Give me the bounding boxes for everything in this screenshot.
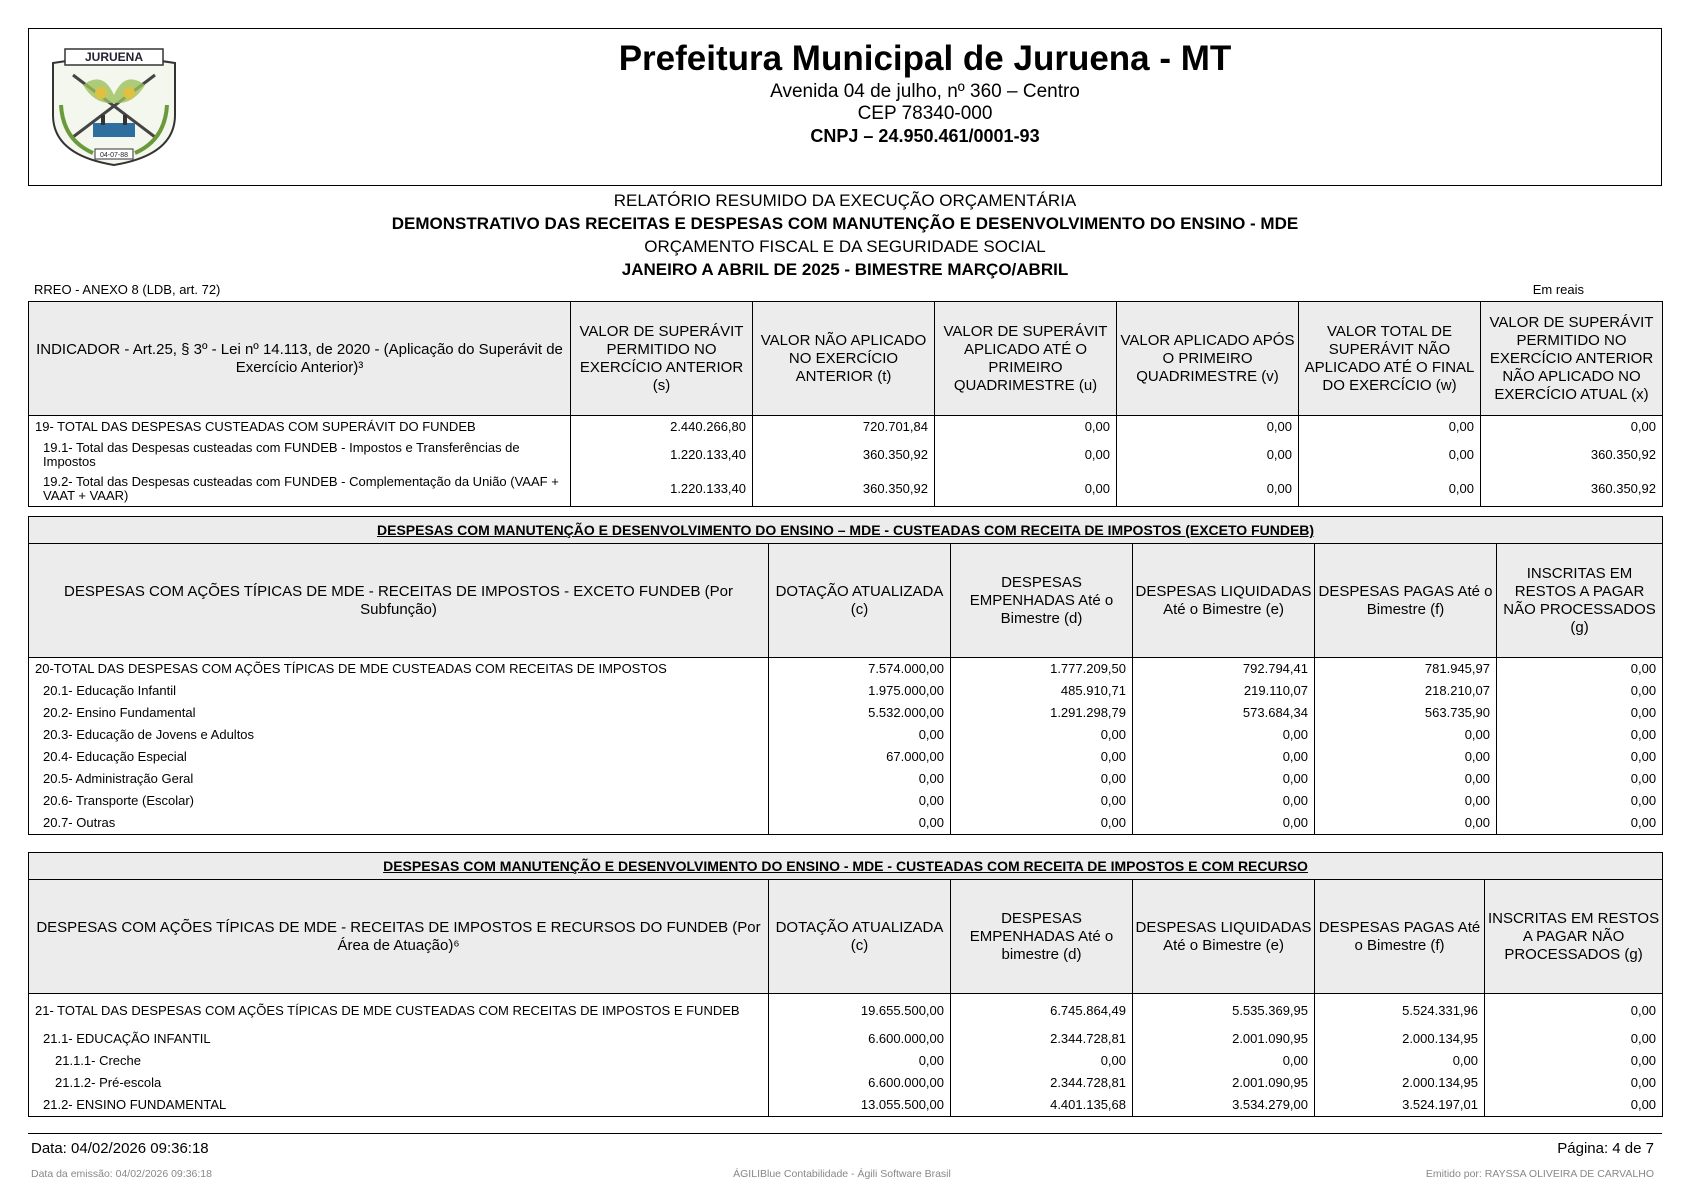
- col-header-pagas: DESPESAS PAGAS Até o Bimestre (f): [1315, 880, 1485, 994]
- col-header-indicator: INDICADOR - Art.25, § 3º - Lei nº 14.113, de 2020 - (Aplicação do Superávit de Exercício Anterior)³: [29, 302, 571, 416]
- table-row: 20.4- Educação Especial 67.000,00 0,00 0,00 0,00 0,00: [29, 746, 1663, 768]
- col-header-empenhadas: DESPESAS EMPENHADAS Até o bimestre (d): [951, 880, 1133, 994]
- table-mde-taxes-and-fundeb: [28, 852, 1663, 1117]
- table-row: 20.5- Administração Geral 0,00 0,00 0,00 0,00 0,00: [29, 768, 1663, 790]
- cep: CEP 78340-000: [857, 103, 993, 124]
- table-row: 20.1- Educação Infantil 1.975.000,00 485.910,71 219.110,07 218.210,07 0,00: [29, 680, 1663, 702]
- unit-label: Em reais: [1532, 282, 1584, 297]
- footer-date: Data: 04/02/2026 09:36:18: [31, 1140, 209, 1157]
- annex-label: RREO - ANEXO 8 (LDB, art. 72): [34, 282, 221, 297]
- software-credit: ÁGILIBlue Contabilidade - Ágili Software Brasil: [733, 1168, 951, 1180]
- report-title-3: ORÇAMENTO FISCAL E DA SEGURIDADE SOCIAL: [644, 237, 1046, 256]
- table-row: 19.1- Total das Despesas custeadas com FUNDEB - Impostos e Transferências de Impostos 1.220.133,40 360.350,92 0,00 0,00 0,00 360.350,92: [29, 438, 1663, 472]
- table-row: 20.7- Outras 0,00 0,00 0,00 0,00 0,00: [29, 812, 1663, 835]
- municipality-title: Prefeitura Municipal de Juruena - MT: [618, 39, 1232, 78]
- cnpj: CNPJ – 24.950.461/0001-93: [810, 126, 1040, 146]
- table-row: 21.1.2- Pré-escola 6.600.000,00 2.344.728,81 2.001.090,95 2.000.134,95 0,00: [29, 1072, 1663, 1094]
- col-header-description: DESPESAS COM AÇÕES TÍPICAS DE MDE - RECEITAS DE IMPOSTOS E RECURSOS DO FUNDEB (Por Área de Atuação)⁶: [29, 880, 769, 994]
- svg-text:JURUENA: JURUENA: [84, 50, 144, 64]
- table-row: 19.2- Total das Despesas custeadas com FUNDEB - Complementação da União (VAAF + VAAT + VAAR) 1.220.133,40 360.350,92 0,00 0,00 0,00 360.350,92: [29, 472, 1663, 506]
- header-box: [28, 28, 1662, 186]
- report-titles: [28, 189, 1662, 281]
- address: Avenida 04 de julho, nº 360 – Centro: [770, 81, 1080, 102]
- section-title: DESPESAS COM MANUTENÇÃO E DESENVOLVIMENTO DO ENSINO - MDE - CUSTEADAS COM RECEITA DE IMPOSTOS E COM RECURSO: [29, 853, 1663, 880]
- col-header-t: VALOR NÃO APLICADO NO EXERCÍCIO ANTERIOR (t): [753, 302, 935, 416]
- table-row: 20-TOTAL DAS DESPESAS COM AÇÕES TÍPICAS DE MDE CUSTEADAS COM RECEITAS DE IMPOSTOS 7.574.000,00 1.777.209,50 792.794,41 781.945,97 0,00: [29, 658, 1663, 681]
- table-row: 19- TOTAL DAS DESPESAS CUSTEADAS COM SUPERÁVIT DO FUNDEB 2.440.266,80 720.701,84 0,00 0,00 0,00 0,00: [29, 416, 1663, 439]
- col-header-restos: INSCRITAS EM RESTOS A PAGAR NÃO PROCESSADOS (g): [1485, 880, 1663, 994]
- table-mde-taxes-except-fundeb: [28, 516, 1663, 835]
- report-title-1: RELATÓRIO RESUMIDO DA EXECUÇÃO ORÇAMENTÁRIA: [613, 191, 1077, 210]
- page-number: Página: 4 de 7: [1557, 1140, 1654, 1157]
- svg-text:04-07-88: 04-07-88: [99, 152, 129, 159]
- col-header-u: VALOR DE SUPERÁVIT APLICADO ATÉ O PRIMEIRO QUADRIMESTRE (u): [935, 302, 1117, 416]
- col-header-empenhadas: DESPESAS EMPENHADAS Até o Bimestre (d): [951, 544, 1133, 658]
- col-header-restos: INSCRITAS EM RESTOS A PAGAR NÃO PROCESSADOS (g): [1497, 544, 1663, 658]
- col-header-liquidadas: DESPESAS LIQUIDADAS Até o Bimestre (e): [1133, 544, 1315, 658]
- table-row: 20.2- Ensino Fundamental 5.532.000,00 1.291.298,79 573.684,34 563.735,90 0,00: [29, 702, 1663, 724]
- col-header-s: VALOR DE SUPERÁVIT PERMITIDO NO EXERCÍCIO ANTERIOR (s): [571, 302, 753, 416]
- emitted-by: Emitido por: RAYSSA OLIVEIRA DE CARVALHO: [1425, 1168, 1654, 1180]
- col-header-pagas: DESPESAS PAGAS Até o Bimestre (f): [1315, 544, 1497, 658]
- emission-date: Data da emissão: 04/02/2026 09:36:18: [31, 1168, 212, 1180]
- table-row: 21.1- EDUCAÇÃO INFANTIL 6.600.000,00 2.344.728,81 2.001.090,95 2.000.134,95 0,00: [29, 1028, 1663, 1050]
- table-row: 20.3- Educação de Jovens e Adultos 0,00 0,00 0,00 0,00 0,00: [29, 724, 1663, 746]
- col-header-x: VALOR DE SUPERÁVIT PERMITIDO NO EXERCÍCIO ANTERIOR NÃO APLICADO NO EXERCÍCIO ATUAL (x): [1481, 302, 1663, 416]
- col-header-dotacao: DOTAÇÃO ATUALIZADA (c): [769, 544, 951, 658]
- table-fundeb-surplus: [28, 301, 1663, 507]
- municipal-coat-of-arms-logo: [43, 45, 185, 169]
- col-header-liquidadas: DESPESAS LIQUIDADAS Até o Bimestre (e): [1133, 880, 1315, 994]
- col-header-v: VALOR APLICADO APÓS O PRIMEIRO QUADRIMESTRE (v): [1117, 302, 1299, 416]
- table-row: 21.2- ENSINO FUNDAMENTAL 13.055.500,00 4.401.135,68 3.534.279,00 3.524.197,01 0,00: [29, 1094, 1663, 1117]
- col-header-dotacao: DOTAÇÃO ATUALIZADA (c): [769, 880, 951, 994]
- table-row: 21.1.1- Creche 0,00 0,00 0,00 0,00 0,00: [29, 1050, 1663, 1072]
- footer-divider: [28, 1133, 1662, 1134]
- report-title-2: DEMONSTRATIVO DAS RECEITAS E DESPESAS COM MANUTENÇÃO E DESENVOLVIMENTO DO ENSINO - MDE: [391, 214, 1299, 233]
- col-header-w: VALOR TOTAL DE SUPERÁVIT NÃO APLICADO ATÉ O FINAL DO EXERCÍCIO (w): [1299, 302, 1481, 416]
- col-header-description: DESPESAS COM AÇÕES TÍPICAS DE MDE - RECEITAS DE IMPOSTOS - EXCETO FUNDEB (Por Subfunção): [29, 544, 769, 658]
- table-row: 20.6- Transporte (Escolar) 0,00 0,00 0,00 0,00 0,00: [29, 790, 1663, 812]
- report-period: JANEIRO A ABRIL DE 2025 - BIMESTRE MARÇO/ABRIL: [621, 260, 1069, 279]
- section-title: DESPESAS COM MANUTENÇÃO E DESENVOLVIMENTO DO ENSINO – MDE - CUSTEADAS COM RECEITA DE IMPOSTOS (EXCETO FUNDEB): [29, 517, 1663, 544]
- table-row: 21- TOTAL DAS DESPESAS COM AÇÕES TÍPICAS DE MDE CUSTEADAS COM RECEITAS DE IMPOSTOS E FUNDEB 19.655.500,00 6.745.864,49 5.535.369,95 5.524.331,96 0,00: [29, 994, 1663, 1028]
